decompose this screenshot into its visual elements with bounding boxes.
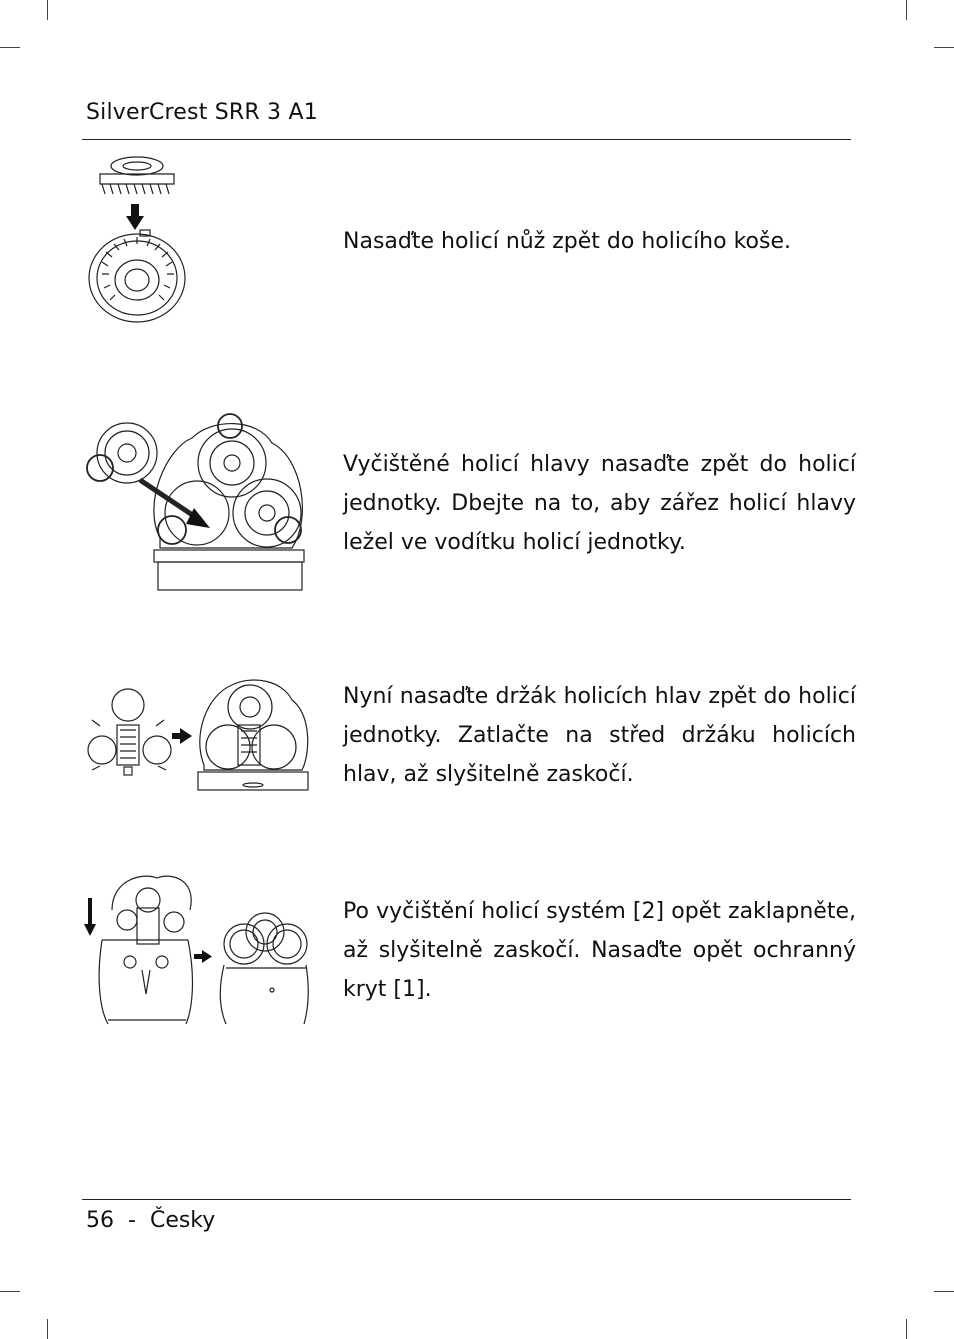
- crop-mark: [934, 47, 954, 48]
- blade-insert-illustration: [82, 152, 192, 327]
- step-text: Vyčištěné holicí hlavy nasaďte zpět do holicí jednotky. Dbejte na to, aby zářez holicí hlavy ležel ve vodítku holicí jednotky.: [343, 452, 856, 555]
- shaving-head-icon: [87, 423, 157, 483]
- close-system-illustration: [82, 870, 310, 1024]
- diagonal-arrow-icon: [140, 480, 210, 528]
- crop-mark: [0, 1291, 20, 1292]
- page-number: 56: [86, 1208, 114, 1233]
- footer-language: Česky: [149, 1208, 216, 1233]
- shaving-basket-icon: [89, 230, 185, 322]
- header-rule: [82, 139, 851, 140]
- header-title: SilverCrest SRR 3 A1: [86, 100, 318, 125]
- step-text: Po vyčištění holicí systém [2] opět zaklapněte, až slyšitelně zaskočí. Nasaďte opět ochranný kryt [1].: [343, 899, 856, 1002]
- crop-mark: [47, 0, 48, 20]
- crop-mark: [906, 1319, 907, 1339]
- down-arrow-icon: [84, 898, 96, 936]
- right-arrow-icon: [194, 950, 212, 963]
- head-holder-icon: [88, 689, 171, 775]
- shaving-unit-icon: [198, 680, 308, 790]
- page-footer: [86, 1208, 215, 1233]
- crop-mark: [934, 1291, 954, 1292]
- holder-insert-illustration: [82, 675, 310, 793]
- footer-rule: [82, 1199, 851, 1200]
- down-arrow-icon: [126, 204, 144, 230]
- step-text: Nasaďte holicí nůž zpět do holicího koše.: [343, 229, 791, 254]
- head-insert-illustration: [82, 408, 307, 594]
- crop-mark: [0, 47, 20, 48]
- crop-mark: [47, 1319, 48, 1339]
- step-text: Nyní nasaďte držák holicích hlav zpět do holicí jednotky. Zatlačte na střed držáku holicích hlav, až slyšitelně zaskočí.: [343, 684, 856, 787]
- open-shaver-icon: [99, 876, 192, 1024]
- right-arrow-icon: [172, 728, 192, 744]
- crop-mark: [906, 0, 907, 20]
- footer-separator: -: [128, 1208, 136, 1233]
- cutter-blade-icon: [100, 157, 174, 194]
- closed-shaver-icon: [220, 913, 308, 1024]
